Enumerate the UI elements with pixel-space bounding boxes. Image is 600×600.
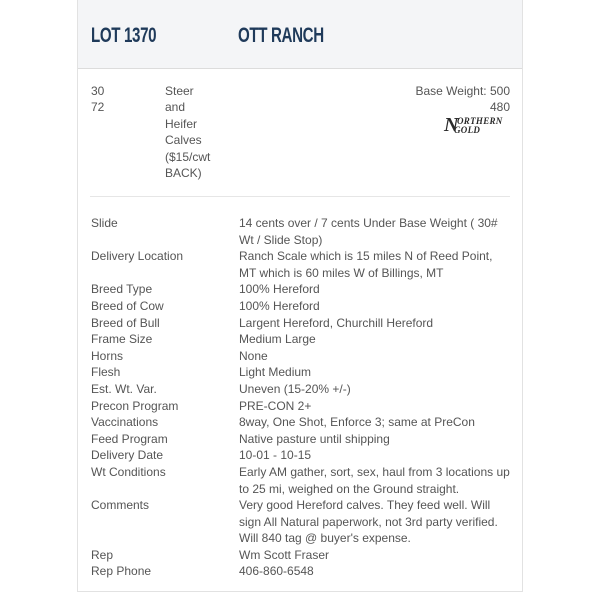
detail-row	[91, 431, 511, 448]
detail-row	[91, 315, 511, 332]
detail-label: Est. Wt. Var.	[91, 381, 157, 396]
detail-row	[91, 298, 511, 315]
detail-label: Breed Type	[91, 282, 153, 297]
detail-label: Breed of Bull	[91, 315, 160, 330]
lot-number: LOT 1370	[91, 24, 157, 47]
base-weight-steers: Base Weight: 500	[415, 84, 510, 98]
detail-value: Native pasture until shipping	[239, 431, 390, 446]
head-count-steers: 30	[91, 84, 105, 98]
detail-row	[91, 331, 511, 348]
detail-value: 100% Hereford	[239, 282, 320, 297]
detail-row	[91, 414, 511, 431]
detail-value: 100% Hereford	[239, 298, 320, 313]
detail-label: Delivery Date	[91, 448, 164, 463]
detail-value: Medium Large	[239, 332, 316, 347]
description-line: and	[165, 100, 186, 115]
detail-value: Wm Scott Fraser	[239, 547, 330, 562]
lot-header	[78, 0, 522, 69]
cattle-description	[165, 83, 225, 181]
detail-row	[91, 398, 511, 415]
detail-value: Largent Hereford, Churchill Hereford	[239, 315, 434, 330]
detail-value: 14 cents over / 7 cents Under Base Weight ( 30# Wt / Slide Stop)	[239, 216, 498, 247]
detail-value: 10-01 - 10-15	[239, 448, 312, 463]
detail-label: Comments	[91, 498, 150, 513]
detail-row	[91, 547, 511, 564]
detail-label: Horns	[91, 348, 124, 363]
detail-label: Breed of Cow	[91, 298, 164, 313]
detail-value: Light Medium	[239, 365, 312, 380]
lot-details	[91, 215, 511, 580]
detail-value: Uneven (15-20% +/-)	[239, 381, 351, 396]
section-divider	[90, 196, 510, 197]
detail-label: Flesh	[91, 365, 121, 380]
detail-value: Very good Hereford calves. They feed well. Will sign All Natural paperwork, not 3rd party verified. Will 840 tag @ buyer's expense.	[239, 498, 498, 546]
detail-label: Vaccinations	[91, 415, 159, 430]
detail-label: Wt Conditions	[91, 464, 166, 479]
detail-row	[91, 563, 511, 580]
description-line: BACK)	[165, 166, 202, 181]
northern-gold-logo	[444, 114, 510, 137]
lot-summary	[78, 69, 522, 199]
logo-letter: N	[444, 114, 459, 136]
detail-row	[91, 464, 511, 497]
description-line: Calves	[165, 133, 202, 148]
detail-value: None	[239, 348, 268, 363]
detail-label: Slide	[91, 216, 118, 230]
detail-value: PRE-CON 2+	[239, 398, 312, 413]
head-count-heifers: 72	[91, 100, 105, 115]
detail-row	[91, 215, 511, 248]
detail-value: Ranch Scale which is 15 miles N of Reed Point, MT which is 60 miles W of Billings, MT	[239, 249, 493, 280]
detail-value: 406-860-6548	[239, 564, 314, 579]
detail-label: Rep Phone	[91, 564, 152, 579]
detail-label: Rep	[91, 547, 114, 562]
base-weight-heifers: 480	[489, 100, 510, 115]
detail-row	[91, 364, 511, 381]
head-counts	[91, 83, 104, 116]
detail-row	[91, 348, 511, 365]
description-line: ($15/cwt	[165, 149, 211, 164]
base-weight	[415, 83, 510, 116]
ranch-name: OTT RANCH	[238, 24, 324, 47]
detail-value: 8way, One Shot, Enforce 3; same at PreCon	[239, 415, 475, 430]
detail-row	[91, 248, 511, 281]
lot-card	[77, 0, 523, 592]
logo-line-1: ORTHERN	[457, 116, 503, 126]
logo-line-2: GOLD	[454, 125, 481, 135]
detail-row	[91, 497, 511, 547]
detail-row	[91, 281, 511, 298]
detail-label: Delivery Location	[91, 249, 184, 264]
detail-value: Early AM gather, sort, sex, haul from 3 locations up to 25 mi, weighed on the Ground straight.	[239, 464, 510, 496]
description-line: Steer	[165, 84, 194, 98]
detail-label: Frame Size	[91, 332, 153, 347]
detail-row	[91, 381, 511, 398]
detail-label: Feed Program	[91, 431, 168, 446]
detail-row	[91, 447, 511, 464]
description-line: Heifer	[165, 116, 198, 131]
detail-label: Precon Program	[91, 398, 179, 413]
